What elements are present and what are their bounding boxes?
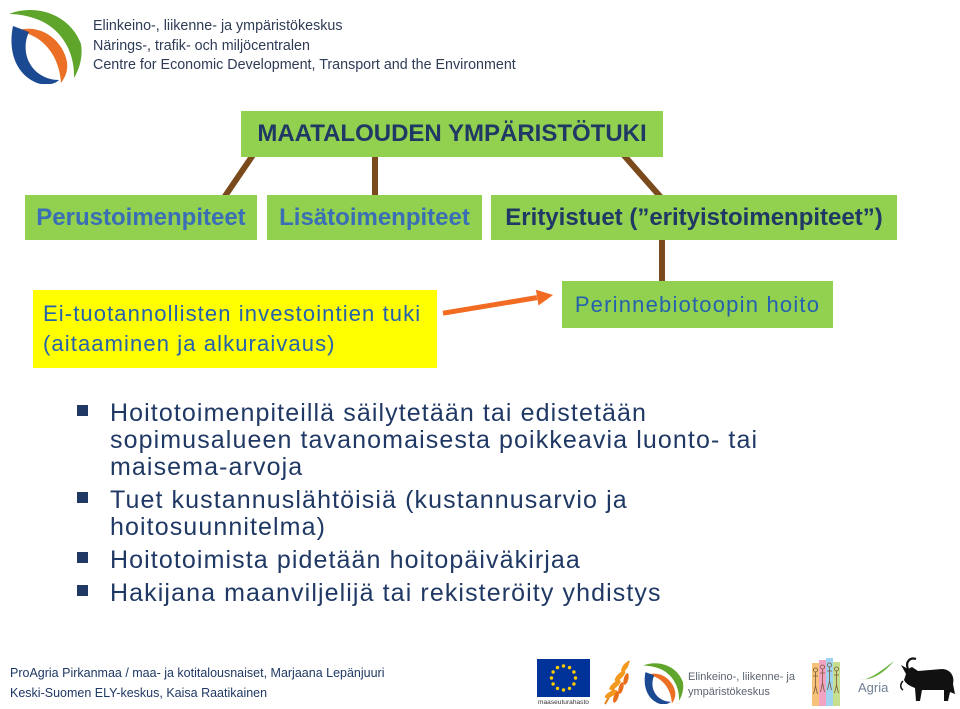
special-measure-label: Perinnebiotoopin hoito [574, 291, 821, 317]
bullet-line: sopimusalueen tavanomaisesta poikkeavia luonto- tai [110, 426, 759, 454]
bull-logo-icon [898, 654, 958, 706]
root-box [241, 111, 663, 157]
ely-footer-logo-text [688, 670, 795, 700]
credit-line: ProAgria Pirkanmaa / maa- ja kotitalousnaiset, Marjaana Lepänjuuri [10, 666, 385, 680]
bullet-item [0, 547, 960, 574]
bullet-line: Hakijana maanviljelijä tai rekisteröity yhdistys [110, 579, 662, 607]
eu-flag-caption: maaseuturahasto [538, 699, 589, 706]
bullet-item [0, 400, 960, 481]
root-box-label: MAATALOUDEN YMPÄRISTÖTUKI [257, 120, 647, 147]
measure-label: Perustoimenpiteet [36, 203, 246, 231]
measure-box-lisatoimenpiteet [267, 195, 482, 240]
square-bullet-icon [77, 552, 88, 563]
square-bullet-icon [77, 492, 88, 503]
investment-support-box [33, 290, 437, 368]
bullet-item [0, 487, 960, 541]
investment-support-line: Ei-tuotannollisten investointien tuki [43, 301, 422, 326]
wheat-icon [600, 657, 634, 706]
footer-credits [10, 663, 385, 703]
people-figures-logo-icon [812, 658, 840, 706]
investment-support-line: (aitaaminen ja alkuraivaus) [43, 331, 336, 356]
eu-flag-icon [537, 659, 590, 697]
measure-box-perustoimenpiteet [25, 195, 257, 240]
special-measure-box [562, 281, 833, 328]
ely-footer-line: ympäristökeskus [688, 686, 770, 698]
measure-label: Erityistuet (”erityistoimenpiteet”) [505, 203, 883, 231]
bullet-line: Hoitotoimista pidetään hoitopäiväkirjaa [110, 546, 581, 574]
org-name-swedish: Närings-, trafik- och miljöcentralen [93, 37, 310, 54]
bullet-line: Hoitotoimenpiteillä säilytetään tai edistetään [110, 399, 648, 427]
ely-footer-line: Elinkeino-, liikenne- ja [688, 671, 795, 683]
credit-line: Keski-Suomen ELY-keskus, Kaisa Raatikainen [10, 686, 268, 700]
square-bullet-icon [77, 585, 88, 596]
square-bullet-icon [77, 405, 88, 416]
arrow-right-icon [443, 290, 553, 314]
measure-box-erityistuet [491, 195, 897, 240]
ely-logo-icon [640, 660, 684, 704]
measure-label: Lisätoimenpiteet [279, 203, 470, 231]
bullet-line: hoitosuunnitelma) [110, 513, 327, 541]
bullet-line: maisema-arvoja [110, 453, 304, 481]
bullet-line: Tuet kustannuslähtöisiä (kustannusarvio ja [110, 486, 628, 514]
org-name-english: Centre for Economic Development, Transport and the Environment [93, 57, 516, 73]
org-name-finnish: Elinkeino-, liikenne- ja ympäristökeskus [93, 18, 343, 34]
bullet-item [0, 580, 960, 607]
bullet-list [0, 400, 960, 607]
agria-logo-text: Agria [858, 680, 889, 695]
